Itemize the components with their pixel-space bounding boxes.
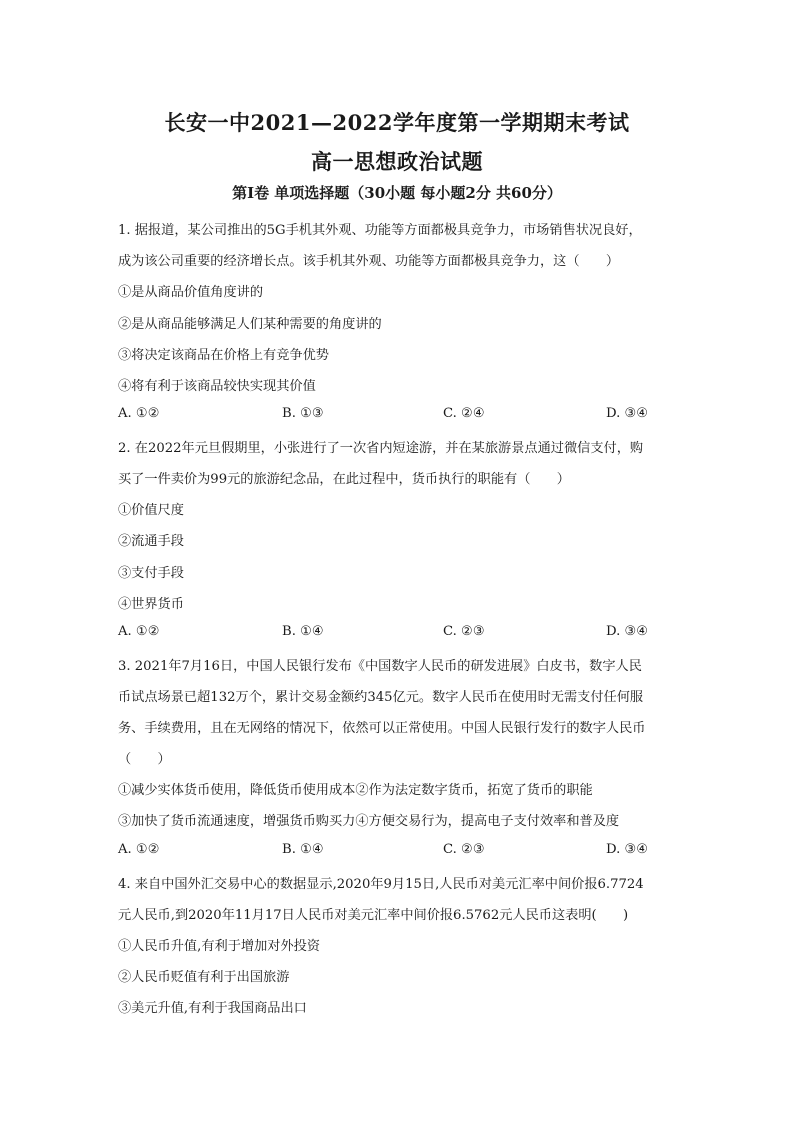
- question-1-statement-3: ③将决定该商品在价格上有竞争优势: [118, 348, 329, 363]
- question-2-stem-line-1: 2. 在2022年元旦假期里，小张进行了一次省内短途游，并在某旅游景点通过微信支付，购: [118, 441, 644, 456]
- question-1-options: [118, 406, 678, 424]
- question-3-statement-2: ③加快了货币流通速度，增强货币购买力④方便交易行为，提高电子支付效率和普及度: [118, 814, 620, 829]
- question-4-stem-line-1: 4. 来自中国外汇交易中心的数据显示,2020年9月15日,人民币对美元汇率中间价报6.7724: [118, 877, 644, 892]
- option-b: B. ①④: [282, 842, 324, 857]
- exam-title: 长安一中2021—2022学年度第一学期期末考试: [164, 110, 630, 135]
- exam-subtitle: 高一思想政治试题: [311, 149, 483, 174]
- question-2-statement-4: ④世界货币: [118, 597, 184, 612]
- question-4-statement-3: ③美元升值,有利于我国商品出口: [118, 1001, 307, 1016]
- option-a: A. ①②: [118, 624, 160, 639]
- question-2-statement-3: ③支付手段: [118, 566, 184, 581]
- question-4-stem-line-2: 元人民币,到2020年11月17日人民币对美元汇率中间价报6.5762元人民币这表明( ): [118, 908, 629, 923]
- question-3-stem-line-1: 3. 2021年7月16日，中国人民银行发布《中国数字人民币的研发进展》白皮书，数字人民: [118, 659, 642, 674]
- option-c: C. ②③: [443, 624, 485, 639]
- question-1-statement-1: ①是从商品价值角度讲的: [118, 285, 264, 300]
- question-2-statement-2: ②流通手段: [118, 534, 184, 549]
- option-d: D. ③④: [606, 406, 649, 421]
- option-c: C. ②③: [443, 842, 485, 857]
- option-a: A. ①②: [118, 842, 160, 857]
- question-2-options: [118, 624, 678, 642]
- question-1-statement-4: ④将有利于该商品较快实现其价值: [118, 379, 316, 394]
- option-c: C. ②④: [443, 406, 485, 421]
- question-2-stem-line-2: 买了一件卖价为99元的旅游纪念品，在此过程中，货币执行的职能有（ ）: [118, 472, 570, 487]
- question-3-stem-line-2: 币试点场景已超132万个，累计交易金额约345亿元。数字人民币在使用时无需支付任何服: [118, 690, 644, 705]
- question-4-statement-1: ①人民币升值,有利于增加对外投资: [118, 939, 321, 954]
- question-2-statement-1: ①价值尺度: [118, 503, 184, 518]
- question-3-stem-line-3: 务、手续费用，且在无网络的情况下，依然可以正常使用。中国人民银行发行的数字人民币: [118, 721, 646, 736]
- question-3-statement-1: ①减少实体货币使用，降低货币使用成本②作为法定数字货币，拓宽了货币的职能: [118, 783, 593, 798]
- option-b: B. ①③: [282, 406, 324, 421]
- question-1-stem-line-1: 1. 据报道，某公司推出的5G手机其外观、功能等方面都极具竞争力，市场销售状况良好，: [118, 223, 642, 238]
- option-b: B. ①④: [282, 624, 324, 639]
- option-d: D. ③④: [606, 624, 649, 639]
- option-a: A. ①②: [118, 406, 160, 421]
- question-3-options: [118, 842, 678, 860]
- section-heading: 第Ⅰ卷 单项选择题（30小题 每小题2分 共60分）: [232, 184, 562, 202]
- question-1-statement-2: ②是从商品能够满足人们某种需要的角度讲的: [118, 317, 382, 332]
- option-d: D. ③④: [606, 842, 649, 857]
- question-3-stem-line-4: （ ）: [118, 752, 171, 767]
- question-1-stem-line-2: 成为该公司重要的经济增长点。该手机其外观、功能等方面都极具竞争力，这（ ）: [118, 254, 620, 269]
- question-4-statement-2: ②人民币贬值有利于出国旅游: [118, 970, 290, 985]
